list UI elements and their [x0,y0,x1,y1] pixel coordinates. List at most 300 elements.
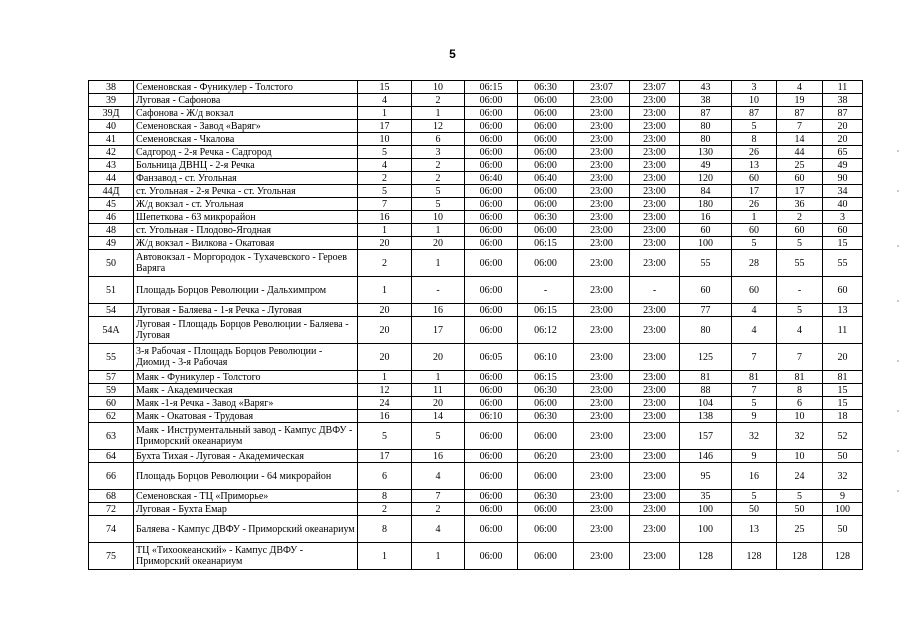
route-number-cell: 72 [89,503,134,516]
value-cell: 32 [823,463,863,490]
value-cell: 32 [732,423,777,450]
value-cell: 4 [358,159,412,172]
value-cell: 1 [358,277,412,304]
value-cell: 14 [777,133,823,146]
value-cell: 23:00 [630,463,680,490]
route-name-cell: Семеновская - Чкалова [134,133,358,146]
value-cell: 06:00 [518,397,574,410]
value-cell: 100 [680,503,732,516]
table-row [89,159,863,172]
value-cell: 35 [680,490,732,503]
route-number-cell: 43 [89,159,134,172]
table-row [89,410,863,423]
value-cell: 13 [732,516,777,543]
value-cell: 60 [732,172,777,185]
value-cell: 23:00 [574,211,630,224]
value-cell: 06:00 [465,185,518,198]
value-cell: 25 [777,159,823,172]
value-cell: 49 [823,159,863,172]
value-cell: 100 [680,516,732,543]
value-cell: 3 [823,211,863,224]
route-number-cell: 68 [89,490,134,503]
value-cell: 06:00 [518,159,574,172]
value-cell: 100 [680,237,732,250]
value-cell: 5 [732,397,777,410]
route-number-cell: 44Д [89,185,134,198]
route-number-cell: 40 [89,120,134,133]
value-cell: 06:00 [465,107,518,120]
value-cell: 17 [358,120,412,133]
value-cell: 10 [412,81,465,94]
route-name-cell: Баляева - Кампус ДВФУ - Приморский океанариум [134,516,358,543]
value-cell: 16 [412,450,465,463]
value-cell: 128 [777,543,823,570]
value-cell: 20 [358,304,412,317]
route-number-cell: 54А [89,317,134,344]
table-row [89,185,863,198]
route-name-cell: Шепеткова - 63 микрорайон [134,211,358,224]
value-cell: 23:00 [630,384,680,397]
route-number-cell: 75 [89,543,134,570]
value-cell: 7 [732,344,777,371]
value-cell: 23:00 [630,172,680,185]
value-cell: 23:00 [630,304,680,317]
value-cell: 06:40 [465,172,518,185]
value-cell: 60 [732,224,777,237]
value-cell: 06:00 [465,450,518,463]
value-cell: 11 [412,384,465,397]
value-cell: 1 [358,107,412,120]
route-number-cell: 51 [89,277,134,304]
route-number-cell: 42 [89,146,134,159]
value-cell: 2 [358,503,412,516]
route-name-cell: Семеновская - Фуникулер - Толстого [134,81,358,94]
value-cell: 8 [358,490,412,503]
value-cell: 60 [680,277,732,304]
value-cell: 23:00 [630,490,680,503]
table-row [89,516,863,543]
value-cell: 06:00 [518,185,574,198]
route-number-cell: 64 [89,450,134,463]
value-cell: 7 [412,490,465,503]
value-cell: 80 [680,133,732,146]
value-cell: 7 [358,198,412,211]
value-cell: 65 [823,146,863,159]
table-row [89,344,863,371]
value-cell: 12 [412,120,465,133]
route-name-cell: Ж/д вокзал - ст. Угольная [134,198,358,211]
value-cell: 06:00 [518,463,574,490]
value-cell: 06:00 [518,198,574,211]
value-cell: 125 [680,344,732,371]
value-cell: 5 [412,185,465,198]
value-cell: 36 [777,198,823,211]
value-cell: 06:00 [465,371,518,384]
value-cell: 23:00 [630,371,680,384]
value-cell: 06:00 [518,107,574,120]
value-cell: 7 [777,120,823,133]
value-cell: 44 [777,146,823,159]
value-cell: 128 [823,543,863,570]
value-cell: 60 [680,224,732,237]
value-cell: 23:00 [574,344,630,371]
value-cell: 23:00 [574,133,630,146]
table-row [89,371,863,384]
value-cell: 06:00 [465,224,518,237]
value-cell: 23:00 [574,490,630,503]
value-cell: 138 [680,410,732,423]
value-cell: 2 [358,250,412,277]
value-cell: 06:00 [465,94,518,107]
table-row [89,450,863,463]
value-cell: 15 [823,384,863,397]
value-cell: 06:30 [518,490,574,503]
value-cell: 23:00 [630,198,680,211]
value-cell: 87 [680,107,732,120]
table-row [89,211,863,224]
route-number-cell: 54 [89,304,134,317]
value-cell: 5 [777,490,823,503]
table-row [89,490,863,503]
value-cell: 06:00 [465,516,518,543]
value-cell: 23:00 [630,344,680,371]
value-cell: 6 [777,397,823,410]
value-cell: 10 [732,94,777,107]
value-cell: 23:00 [630,250,680,277]
value-cell: 23:00 [630,516,680,543]
value-cell: 23:00 [574,237,630,250]
value-cell: 23:00 [630,146,680,159]
value-cell: 23:00 [574,304,630,317]
value-cell: 06:00 [518,120,574,133]
value-cell: 128 [680,543,732,570]
value-cell: 81 [732,371,777,384]
route-name-cell: ст. Угольная - 2-я Речка - ст. Угольная [134,185,358,198]
table-row [89,224,863,237]
route-name-cell: Семеновская - ТЦ «Приморье» [134,490,358,503]
value-cell: 23:00 [574,159,630,172]
value-cell: 06:10 [518,344,574,371]
route-schedule-table [88,80,863,570]
value-cell: 2 [412,503,465,516]
route-name-cell: Площадь Борцов Революции - Дальхимпром [134,277,358,304]
value-cell: 23:00 [574,397,630,410]
value-cell: 06:00 [518,516,574,543]
value-cell: 6 [358,463,412,490]
value-cell: 55 [823,250,863,277]
value-cell: 06:00 [465,304,518,317]
value-cell: 60 [777,172,823,185]
value-cell: 81 [680,371,732,384]
value-cell: 26 [732,198,777,211]
value-cell: 23:00 [574,94,630,107]
value-cell: 4 [777,317,823,344]
table-row [89,146,863,159]
route-number-cell: 57 [89,371,134,384]
value-cell: - [630,277,680,304]
table-row [89,237,863,250]
value-cell: - [518,277,574,304]
route-name-cell: Садгород - 2-я Речка - Садгород [134,146,358,159]
value-cell: 23:00 [630,423,680,450]
value-cell: 50 [823,516,863,543]
route-name-cell: Маяк - Окатовая - Трудовая [134,410,358,423]
value-cell: 23:07 [574,81,630,94]
value-cell: 100 [823,503,863,516]
value-cell: 20 [412,397,465,410]
table-row [89,94,863,107]
value-cell: 23:00 [574,250,630,277]
table-row [89,172,863,185]
value-cell: 23:00 [574,277,630,304]
route-number-cell: 41 [89,133,134,146]
value-cell: 5 [732,237,777,250]
route-number-cell: 60 [89,397,134,410]
value-cell: 157 [680,423,732,450]
value-cell: 23:00 [630,237,680,250]
route-number-cell: 62 [89,410,134,423]
value-cell: 17 [777,185,823,198]
route-name-cell: ТЦ «Тихоокеанский» - Кампус ДВФУ - Приморский океанариум [134,543,358,570]
value-cell: 15 [823,237,863,250]
value-cell: 5 [358,423,412,450]
value-cell: 8 [777,384,823,397]
route-name-cell: Семеновская - Завод «Варяг» [134,120,358,133]
value-cell: 06:05 [465,344,518,371]
value-cell: 60 [777,224,823,237]
value-cell: 23:00 [574,107,630,120]
value-cell: 128 [732,543,777,570]
value-cell: 23:00 [574,317,630,344]
value-cell: 8 [732,133,777,146]
route-name-cell: Автовокзал - Моргородок - Тухачевского - Героев Варяга [134,250,358,277]
value-cell: 06:00 [465,133,518,146]
value-cell: 7 [777,344,823,371]
route-number-cell: 46 [89,211,134,224]
value-cell: 1 [412,107,465,120]
value-cell: 60 [823,224,863,237]
value-cell: 06:12 [518,317,574,344]
route-number-cell: 48 [89,224,134,237]
value-cell: 06:00 [518,250,574,277]
value-cell: 23:00 [630,120,680,133]
value-cell: 5 [777,304,823,317]
value-cell: 06:00 [518,224,574,237]
value-cell: 2 [412,159,465,172]
value-cell: 2 [412,172,465,185]
value-cell: 3 [732,81,777,94]
route-name-cell: Луговая - Площадь Борцов Революции - Баляева - Луговая [134,317,358,344]
value-cell: 16 [732,463,777,490]
value-cell: 23:00 [574,172,630,185]
value-cell: 23:00 [574,384,630,397]
value-cell: 06:00 [465,397,518,410]
value-cell: 28 [732,250,777,277]
value-cell: 06:00 [465,146,518,159]
value-cell: 8 [358,516,412,543]
value-cell: 06:00 [465,250,518,277]
value-cell: 06:00 [465,543,518,570]
value-cell: 06:00 [465,237,518,250]
value-cell: 24 [358,397,412,410]
value-cell: 5 [412,423,465,450]
route-number-cell: 44 [89,172,134,185]
value-cell: 06:30 [518,384,574,397]
route-name-cell: 3-я Рабочая - Площадь Борцов Революции - Диомид - 3-я Рабочая [134,344,358,371]
value-cell: 2 [412,94,465,107]
value-cell: 23:00 [630,450,680,463]
value-cell: 2 [358,172,412,185]
value-cell: 06:00 [465,503,518,516]
value-cell: 38 [680,94,732,107]
value-cell: 14 [412,410,465,423]
route-number-cell: 66 [89,463,134,490]
route-number-cell: 45 [89,198,134,211]
value-cell: 11 [823,317,863,344]
page-number: 5 [449,47,456,61]
value-cell: 7 [732,384,777,397]
value-cell: 81 [823,371,863,384]
value-cell: 06:40 [518,172,574,185]
value-cell: 06:10 [465,410,518,423]
route-name-cell: Луговая - Баляева - 1-я Речка - Луговая [134,304,358,317]
value-cell: 23:00 [630,211,680,224]
value-cell: 13 [732,159,777,172]
value-cell: 17 [412,317,465,344]
route-name-cell: Площадь Борцов Революции - 64 микрорайон [134,463,358,490]
value-cell: 4 [732,317,777,344]
route-number-cell: 39Д [89,107,134,120]
value-cell: 15 [823,397,863,410]
route-name-cell: Фанзавод - ст. Угольная [134,172,358,185]
value-cell: 15 [358,81,412,94]
route-name-cell: Бухта Тихая - Луговая - Академическая [134,450,358,463]
value-cell: 120 [680,172,732,185]
value-cell: 1 [358,371,412,384]
value-cell: 23:00 [630,543,680,570]
table-row [89,463,863,490]
value-cell: 16 [358,211,412,224]
value-cell: 16 [412,304,465,317]
value-cell: 06:00 [518,146,574,159]
value-cell: 90 [823,172,863,185]
value-cell: 10 [358,133,412,146]
value-cell: 06:00 [465,159,518,172]
value-cell: 23:00 [630,397,680,410]
table-row [89,133,863,146]
route-name-cell: Маяк - Фуникулер - Толстого [134,371,358,384]
table-row [89,543,863,570]
value-cell: 20 [358,317,412,344]
value-cell: 146 [680,450,732,463]
value-cell: 81 [777,371,823,384]
value-cell: 17 [732,185,777,198]
value-cell: 20 [412,344,465,371]
value-cell: 06:00 [465,490,518,503]
route-name-cell: Маяк -1-я Речка - Завод «Варяг» [134,397,358,410]
table-body [89,81,863,570]
value-cell: 87 [823,107,863,120]
value-cell: 4 [732,304,777,317]
value-cell: 4 [412,516,465,543]
value-cell: 9 [823,490,863,503]
value-cell: 1 [412,543,465,570]
value-cell: 4 [777,81,823,94]
value-cell: 23:00 [574,463,630,490]
value-cell: 60 [732,277,777,304]
value-cell: 49 [680,159,732,172]
route-number-cell: 74 [89,516,134,543]
value-cell: 1 [732,211,777,224]
scan-noise [893,150,899,500]
table-row [89,277,863,304]
value-cell: 52 [823,423,863,450]
table-row [89,198,863,211]
value-cell: 06:00 [465,198,518,211]
value-cell: 5 [777,237,823,250]
table-row [89,423,863,450]
value-cell: 23:00 [630,503,680,516]
route-name-cell: Маяк - Инструментальный завод - Кампус ДВФУ - Приморский океанариум [134,423,358,450]
value-cell: 80 [680,317,732,344]
value-cell: 23:00 [574,120,630,133]
value-cell: 06:15 [518,237,574,250]
table-row [89,81,863,94]
value-cell: 17 [358,450,412,463]
value-cell: 23:00 [574,450,630,463]
value-cell: 1 [358,224,412,237]
value-cell: 10 [412,211,465,224]
value-cell: 38 [823,94,863,107]
route-number-cell: 55 [89,344,134,371]
value-cell: 50 [777,503,823,516]
value-cell: 55 [680,250,732,277]
value-cell: 06:15 [518,304,574,317]
value-cell: 06:00 [465,120,518,133]
table-row [89,317,863,344]
value-cell: 34 [823,185,863,198]
value-cell: - [412,277,465,304]
value-cell: 23:00 [574,198,630,211]
route-name-cell: Маяк - Академическая [134,384,358,397]
value-cell: 32 [777,423,823,450]
route-number-cell: 50 [89,250,134,277]
value-cell: 23:00 [630,159,680,172]
value-cell: 19 [777,94,823,107]
value-cell: 06:00 [518,503,574,516]
value-cell: 06:00 [518,94,574,107]
value-cell: 23:00 [630,224,680,237]
value-cell: 95 [680,463,732,490]
route-number-cell: 38 [89,81,134,94]
table-row [89,503,863,516]
value-cell: 06:00 [518,423,574,450]
value-cell: 23:00 [630,94,680,107]
value-cell: 23:07 [630,81,680,94]
table-row [89,120,863,133]
value-cell: 20 [412,237,465,250]
route-name-cell: Больница ДВНЦ - 2-я Речка [134,159,358,172]
value-cell: 5 [732,120,777,133]
value-cell: 06:00 [465,317,518,344]
value-cell: 12 [358,384,412,397]
value-cell: 77 [680,304,732,317]
value-cell: 23:00 [630,317,680,344]
route-name-cell: Луговая - Сафонова [134,94,358,107]
value-cell: 23:00 [574,224,630,237]
value-cell: 3 [412,146,465,159]
value-cell: 84 [680,185,732,198]
